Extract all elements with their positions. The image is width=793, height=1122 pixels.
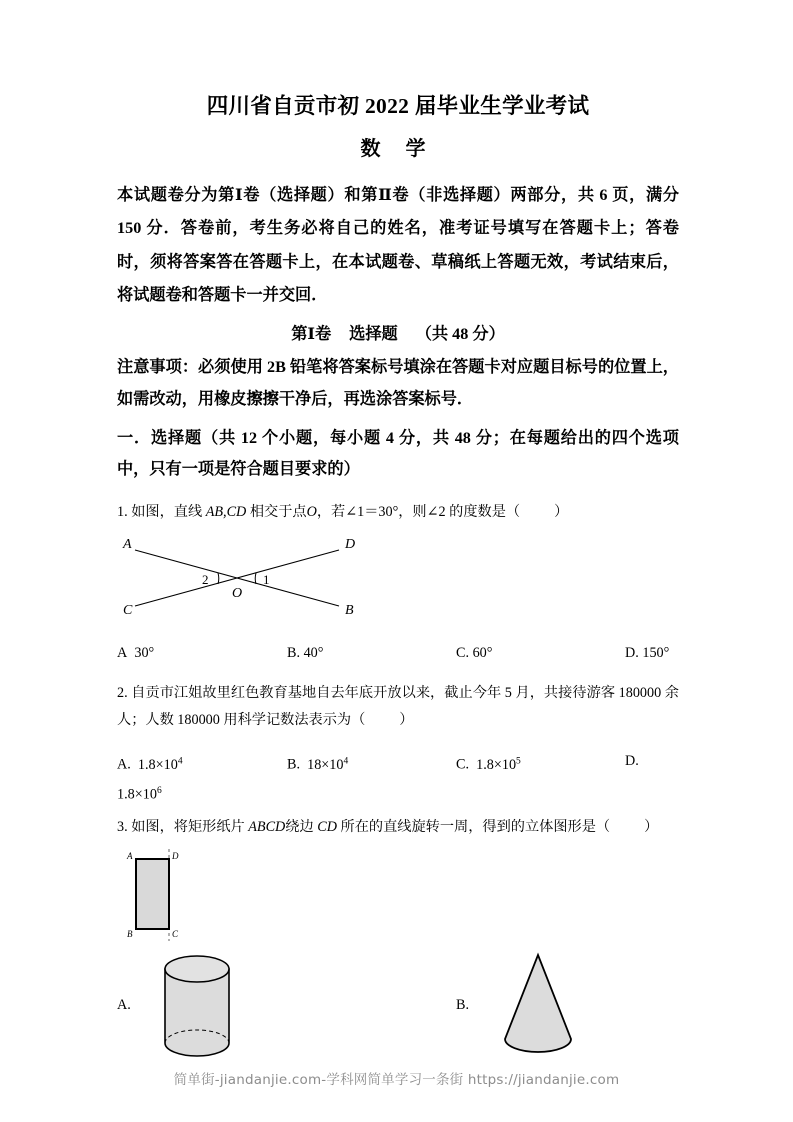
question-1-option-d[interactable] xyxy=(625,640,669,666)
question-2-option-b-mantissa: 18×10 xyxy=(307,756,344,773)
question-2-number: 2. xyxy=(117,684,128,701)
label-b: B xyxy=(345,602,354,618)
question-2-option-b-exponent: 4 xyxy=(343,755,349,766)
section-type: 选择题 xyxy=(349,324,398,343)
question-1-option-b[interactable] xyxy=(287,640,323,666)
question-1-option-c-value: 60° xyxy=(472,644,493,661)
label-b: B xyxy=(127,928,133,939)
question-3-figure xyxy=(117,847,679,943)
question-1-part4: ） xyxy=(554,503,569,520)
question-1-option-a[interactable] xyxy=(117,640,154,666)
label-d: D xyxy=(345,536,356,552)
question-1-figure xyxy=(117,532,679,624)
question-1-option-c-label: C. xyxy=(456,644,470,661)
question-2-options xyxy=(117,734,679,803)
question-3-option-a-label: A. xyxy=(117,996,131,1013)
question-1-number: 1. xyxy=(117,503,128,520)
question-1-part2: 相交于点 xyxy=(246,503,307,520)
question-3-math-abcd: ABCD xyxy=(248,818,286,835)
question-1-option-a-label: A xyxy=(117,644,128,661)
question-2-text xyxy=(117,666,679,734)
question-3-part3: 所在的直线旋转一周，得到的立体图形是（ xyxy=(336,818,611,835)
question-1-option-a-value: 30° xyxy=(134,644,155,661)
question-3-option-b-cone[interactable] xyxy=(483,947,593,1065)
question-3-math-cd: CD xyxy=(317,818,337,835)
question-3-part4: ） xyxy=(644,818,659,835)
question-2-option-b-value xyxy=(307,757,348,773)
question-2-tail: ） xyxy=(399,711,414,728)
question-1-part3: ，若∠1＝30°，则∠2 的度数是（ xyxy=(316,503,521,520)
part-heading: 一．选择题（共 12 个小题，每小题 4 分，共 48 分；在每题给出的四个选项中，只有一项是符合题目要求的） xyxy=(117,428,679,478)
angle-1-arc xyxy=(255,573,256,584)
question-2-option-a[interactable] xyxy=(117,748,183,778)
label-a: A xyxy=(127,850,133,861)
cone-body xyxy=(505,955,571,1052)
question-2-option-d-exponent: 6 xyxy=(156,785,162,796)
rectangle-abcd xyxy=(136,859,169,929)
label-o: O xyxy=(232,585,243,601)
question-2-option-a-exponent: 4 xyxy=(177,755,183,766)
label-d: D xyxy=(172,850,179,861)
question-1-part1: 如图，直线 xyxy=(131,503,206,520)
question-3-number: 3. xyxy=(117,818,128,835)
question-2-option-d-label-wrap[interactable] xyxy=(625,748,639,774)
exam-instructions: 本试题卷分为第Ⅰ卷（选择题）和第Ⅱ卷（非选择题）两部分，共 6 页，满分 150 分．答卷前，考生务必将自己的姓名，准考证号填写在答题卡上；答卷时，须将答案答在答题卡上，在本试题卷、草稿纸上答题无效，考试结束后，将试题卷和答题卡一并交回． xyxy=(117,185,679,305)
question-2-option-a-mantissa: 1.8×10 xyxy=(137,756,178,773)
page-content xyxy=(117,0,679,1069)
question-2-option-d-mantissa: 1.8×10 xyxy=(117,786,157,803)
question-1-option-b-label: B. xyxy=(287,644,301,661)
label-angle-1: 1 xyxy=(263,571,270,587)
question-2-option-d-label: D. xyxy=(625,752,639,769)
question-3-option-b-label: B. xyxy=(456,996,470,1013)
question-2-option-b-label: B. xyxy=(287,756,301,773)
question-3-part1: 如图，将矩形纸片 xyxy=(131,818,249,835)
question-1-math-ab-cd: AB,CD xyxy=(205,503,247,520)
footer-watermark: 简单街-jiandanjie.com-学科网简单学习一条街 https://jiandanjie.com xyxy=(173,1072,620,1088)
question-1-option-d-value: 150° xyxy=(642,644,670,661)
question-2-option-b[interactable] xyxy=(287,748,348,778)
question-3-options xyxy=(117,947,679,1069)
question-1-options xyxy=(117,624,679,666)
label-a: A xyxy=(123,536,132,552)
question-2-option-c-mantissa: 1.8×10 xyxy=(476,756,517,773)
subject-title: 数 学 xyxy=(360,137,436,160)
question-2-option-d-value[interactable] xyxy=(117,778,162,808)
question-1-text xyxy=(117,485,679,526)
question-3-text xyxy=(117,800,679,841)
question-3-part2: 绕边 xyxy=(285,818,318,835)
intersecting-lines-diagram xyxy=(117,532,367,624)
label-c: C xyxy=(172,928,179,939)
page-title: 四川省自贡市初 2022 届毕业生学业考试 xyxy=(206,94,590,118)
label-angle-2: 2 xyxy=(202,571,209,587)
question-2-option-a-label: A. xyxy=(117,756,131,773)
question-1-math-o: O xyxy=(306,503,317,520)
section-volume: 第Ⅰ卷 xyxy=(291,324,332,343)
section-score: （共 48 分） xyxy=(415,324,505,343)
section-heading xyxy=(117,313,679,349)
question-1-option-d-label: D. xyxy=(625,644,639,661)
question-2-option-c-exponent: 5 xyxy=(516,755,521,766)
question-2-option-c-value xyxy=(476,757,521,773)
rectangle-rotation-diagram xyxy=(117,847,227,943)
label-c: C xyxy=(123,602,133,618)
question-2-option-a-value xyxy=(138,757,183,773)
question-1-option-c[interactable] xyxy=(456,640,492,666)
notice-text: 注意事项：必须使用 2B 铅笔将答案标号填涂在答题卡对应题目标号的位置上，如需改动，用橡皮擦擦干净后，再选涂答案标号． xyxy=(117,357,679,408)
question-3-option-a-cylinder[interactable] xyxy=(145,953,250,1065)
question-1-option-b-value: 40° xyxy=(303,644,324,661)
question-2-body: 自贡市江姐故里红色教育基地自去年底开放以来，截止今年 5 月，共接待游客 180000 余人；人数 180000 用科学记数法表示为（ xyxy=(117,684,679,728)
question-2-option-c[interactable] xyxy=(456,748,521,778)
angle-2-arc xyxy=(218,573,219,584)
question-2-option-c-label: C. xyxy=(456,756,470,773)
